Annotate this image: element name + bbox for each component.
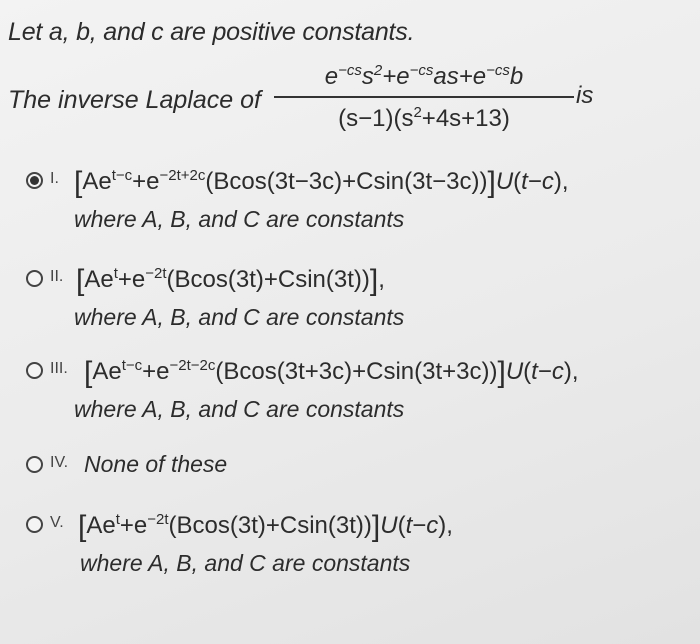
question-prefix: The inverse Laplace of — [8, 86, 261, 114]
option-3-expression: $[Ae^{t-c}+e^{-2t-2c}(Bcos(3t+3c)+Csin(3t+3c))]U(t-c)$, — [84, 356, 579, 389]
laplace-fraction — [274, 60, 574, 136]
fraction-bar — [274, 96, 574, 98]
fraction-denominator: $(s-1)(s^2+4s+13)$ — [338, 104, 510, 132]
option-4[interactable] — [26, 450, 686, 484]
option-3-radio[interactable] — [26, 362, 43, 379]
option-3-label: III. — [50, 360, 68, 377]
option-5-label: V. — [50, 514, 64, 531]
option-4-label: IV. — [50, 454, 69, 471]
option-2-note: where A, B, and C are constants — [74, 304, 405, 330]
option-5-note: where A, B, and C are constants — [80, 550, 411, 576]
option-5-radio[interactable] — [26, 516, 43, 533]
option-2-label: II. — [50, 268, 64, 285]
option-5[interactable] — [26, 510, 686, 590]
option-3-note: where A, B, and C are constants — [74, 396, 405, 422]
fraction-numerator: $e^{-cs}s^2+e^{-cs}as+e^{-cs}b$ — [324, 62, 524, 90]
option-1-note: where A, B, and C are constants — [74, 206, 405, 232]
option-1-expression: $[Ae^{t-c}+e^{-2t+2c}(Bcos(3t-3c)+Csin(3t-3c))]U(t-c)$, — [74, 166, 569, 199]
option-2[interactable] — [26, 264, 686, 344]
question-suffix: is — [576, 82, 594, 109]
option-1-radio[interactable] — [26, 172, 43, 189]
option-4-text: None of these — [84, 451, 228, 477]
question-statement — [8, 60, 688, 150]
option-2-expression: $[Ae^t+e^{-2t}(Bcos(3t)+Csin(3t))]$, — [76, 264, 385, 297]
question-intro: Let a, b, and c are positive constants. — [8, 18, 415, 46]
option-2-radio[interactable] — [26, 270, 43, 287]
option-4-radio[interactable] — [26, 456, 43, 473]
option-3[interactable] — [26, 356, 686, 436]
option-1-label: I. — [50, 170, 59, 187]
option-5-expression: $[Ae^t+e^{-2t}(Bcos(3t)+Csin(3t))]U(t-c)$, — [78, 510, 453, 543]
option-1[interactable] — [26, 166, 686, 246]
